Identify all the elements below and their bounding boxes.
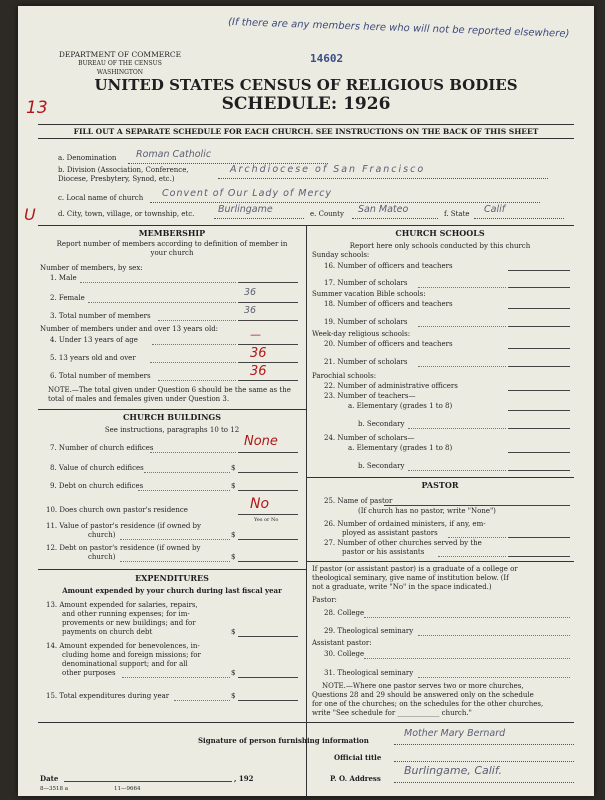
q17-label: 17. Number of scholars bbox=[324, 279, 408, 287]
q3-label: 3. Total number of members bbox=[50, 312, 151, 320]
vacation-schools-label: Summer vacation Bible schools: bbox=[312, 290, 426, 298]
church-schools-heading: CHURCH SCHOOLS bbox=[395, 228, 485, 238]
handwritten-top-note: (If there are any members here who will not be reported elsewhere) bbox=[227, 16, 570, 40]
q8-field[interactable] bbox=[238, 464, 298, 473]
pastor-note-line-2: Questions 28 and 29 should be answered only on the schedule bbox=[312, 691, 534, 699]
q1-label: 1. Male bbox=[50, 274, 77, 282]
q22-field[interactable] bbox=[508, 382, 570, 391]
dot-leader bbox=[150, 354, 236, 363]
city-name: WASHINGTON bbox=[96, 69, 144, 76]
dot-leader bbox=[150, 444, 236, 453]
grad-note-line-3: not a graduate, write "No" in the space indicated.) bbox=[312, 583, 492, 591]
dot-leader bbox=[158, 312, 236, 321]
dot-leader bbox=[418, 318, 506, 327]
serial-number: 14602 bbox=[310, 52, 344, 65]
signature-label: Signature of person furnishing information bbox=[198, 736, 369, 745]
q26-label-cont: ployed as assistant pastors bbox=[342, 529, 438, 537]
city-value: Burlingame bbox=[218, 204, 273, 215]
divider bbox=[38, 722, 574, 723]
date-label: Date bbox=[40, 774, 59, 783]
q24a-field[interactable] bbox=[508, 444, 570, 453]
state-value: Calif bbox=[484, 204, 506, 215]
q6-value: 36 bbox=[250, 364, 267, 379]
q12-label: 12. Debt on pastor's residence (if owned by bbox=[46, 544, 201, 552]
q1-field[interactable] bbox=[238, 274, 298, 283]
bureau-name: BUREAU OF THE CENSUS bbox=[78, 60, 162, 67]
q8-dollar: $ bbox=[231, 464, 236, 472]
q11-field[interactable] bbox=[238, 531, 298, 540]
q7-value: None bbox=[244, 434, 278, 449]
q22-label: 22. Number of administrative officers bbox=[324, 382, 458, 390]
q20-field[interactable] bbox=[508, 340, 570, 349]
local-name-value: Convent of Our Lady of Mercy bbox=[162, 188, 333, 199]
dot-leader bbox=[144, 464, 230, 473]
membership-subheading: Report number of members according to definition of member in your church bbox=[56, 240, 288, 257]
membership-note: NOTE.—The total given under Question 6 should be the same as the total of males and females given under Question 3. bbox=[48, 386, 291, 403]
q5-label: 5. 13 years old and over bbox=[50, 354, 136, 362]
q31-field[interactable] bbox=[418, 669, 570, 678]
sunday-schools-label: Sunday schools: bbox=[312, 251, 370, 259]
dot-leader bbox=[438, 548, 506, 557]
q16-label: 16. Number of officers and teachers bbox=[324, 262, 453, 270]
q18-label: 18. Number of officers and teachers bbox=[324, 300, 453, 308]
po-address-value: Burlingame, Calif. bbox=[404, 764, 503, 777]
fill-out-instruction: FILL OUT A SEPARATE SCHEDULE FOR EACH CHURCH. SEE INSTRUCTIONS ON THE BACK OF THIS SHEET bbox=[73, 127, 539, 136]
q30-field[interactable] bbox=[364, 650, 570, 659]
q23b-field[interactable] bbox=[508, 420, 570, 429]
schedule-title: SCHEDULE: 1926 bbox=[221, 94, 391, 114]
q21-label: 21. Number of scholars bbox=[324, 358, 408, 366]
dot-leader bbox=[418, 279, 506, 288]
q28-field[interactable] bbox=[364, 609, 570, 618]
q31-label: 31. Theological seminary bbox=[324, 669, 414, 677]
church-buildings-subheading: See instructions, paragraphs 10 to 12 bbox=[104, 426, 240, 434]
dot-leader bbox=[174, 692, 230, 701]
q23a-label: a. Elementary (grades 1 to 8) bbox=[348, 402, 453, 410]
dot-leader bbox=[418, 358, 506, 367]
q2-label: 2. Female bbox=[50, 294, 85, 302]
county-value: San Mateo bbox=[358, 204, 409, 215]
dot-leader bbox=[158, 372, 236, 381]
q6-label: 6. Total number of members bbox=[50, 372, 151, 380]
city-label: d. City, town, village, or township, etc. bbox=[58, 210, 195, 218]
red-mark-13: 13 bbox=[26, 98, 48, 118]
q13-line-2: and other running expenses; for im- bbox=[62, 610, 190, 618]
q11-label-cont: church) bbox=[88, 531, 116, 539]
expenditures-subheading: Amount expended by your church during last fiscal year bbox=[62, 586, 282, 595]
q13-dollar: $ bbox=[231, 628, 236, 636]
local-name-label: c. Local name of church bbox=[58, 194, 144, 202]
q27-label-cont: pastor or his assistants bbox=[342, 548, 425, 556]
q3-value: 36 bbox=[244, 305, 257, 316]
q10-label: 10. Does church own pastor's residence bbox=[46, 506, 188, 514]
q14-line-4: other purposes bbox=[62, 669, 116, 677]
q25-field[interactable] bbox=[384, 497, 570, 506]
division-value: Archdiocese of San Francisco bbox=[230, 164, 426, 175]
under-over-label: Number of members under and over 13 years old: bbox=[40, 325, 219, 333]
q29-label: 29. Theological seminary bbox=[324, 627, 414, 635]
denomination-value: Roman Catholic bbox=[136, 149, 212, 160]
official-title-label: Official title bbox=[334, 753, 382, 762]
form-title: UNITED STATES CENSUS OF RELIGIOUS BODIES bbox=[94, 76, 518, 94]
by-sex-label: Number of members, by sex: bbox=[40, 264, 143, 272]
q5-value: 36 bbox=[250, 346, 267, 361]
q28-label: 28. College bbox=[324, 609, 365, 617]
q25-label: 25. Name of pastor bbox=[324, 497, 393, 505]
q26-label: 26. Number of ordained ministers, if any, em- bbox=[324, 520, 486, 528]
dot-leader bbox=[120, 553, 230, 562]
form-number: 8—3518 a bbox=[40, 786, 69, 792]
official-title-field[interactable] bbox=[394, 751, 574, 762]
q23-label: 23. Number of teachers— bbox=[324, 392, 416, 400]
q15-dollar: $ bbox=[231, 692, 236, 700]
print-number: 11—9664 bbox=[114, 786, 141, 792]
q15-field[interactable] bbox=[238, 692, 298, 701]
q12-dollar: $ bbox=[231, 553, 236, 561]
q11-label: 11. Value of pastor's residence (if owned by bbox=[46, 522, 201, 530]
q5-field[interactable] bbox=[238, 354, 298, 363]
church-buildings-heading: CHURCH BUILDINGS bbox=[123, 412, 221, 422]
q18-field[interactable] bbox=[508, 300, 570, 309]
q23a-field[interactable] bbox=[508, 402, 570, 411]
denomination-label: a. Denomination bbox=[58, 154, 117, 162]
divider bbox=[38, 409, 306, 410]
q14-field[interactable] bbox=[238, 669, 298, 678]
q24b-field[interactable] bbox=[508, 462, 570, 471]
state-label: f. State bbox=[444, 210, 470, 218]
q29-field[interactable] bbox=[418, 627, 570, 636]
q19-label: 19. Number of scholars bbox=[324, 318, 408, 326]
q9-field[interactable] bbox=[238, 482, 298, 491]
dot-leader bbox=[122, 669, 230, 678]
q27-label: 27. Number of other churches served by the bbox=[324, 539, 482, 547]
census-schedule-sheet bbox=[18, 6, 594, 796]
q4-value: — bbox=[250, 328, 261, 341]
column-divider bbox=[306, 226, 307, 796]
q30-label: 30. College bbox=[324, 650, 365, 658]
dot-leader bbox=[80, 274, 236, 283]
divider bbox=[38, 124, 574, 125]
dot-leader bbox=[408, 462, 506, 471]
red-mark-u: U bbox=[24, 205, 36, 224]
q14-line-1: 14. Amount expended for benevolences, in- bbox=[46, 642, 200, 650]
dot-leader bbox=[88, 294, 236, 303]
department-block bbox=[40, 50, 200, 77]
q24-label: 24. Number of scholars— bbox=[324, 434, 415, 442]
q2-value: 36 bbox=[244, 287, 257, 298]
q23b-label: b. Secondary bbox=[358, 420, 405, 428]
assistant-pastor-label: Assistant pastor: bbox=[312, 639, 372, 647]
q10-value: No bbox=[250, 496, 270, 512]
q13-line-3: provements or new buildings; and for bbox=[62, 619, 196, 627]
q11-dollar: $ bbox=[231, 531, 236, 539]
pastor-note-line-1: NOTE.—Where one pastor serves two or more churches, bbox=[322, 682, 524, 690]
q9-dollar: $ bbox=[231, 482, 236, 490]
q9-label: 9. Debt on church edifices bbox=[50, 482, 144, 490]
divider bbox=[38, 138, 574, 139]
dot-leader bbox=[408, 420, 506, 429]
q13-field[interactable] bbox=[238, 628, 298, 637]
q4-label: 4. Under 13 years of age bbox=[50, 336, 138, 344]
q26-field[interactable] bbox=[508, 529, 570, 538]
division-label: b. Division (Association, Conference, Diocese, Presbytery, Synod, etc.) bbox=[58, 166, 189, 183]
pastor-heading: PASTOR bbox=[421, 480, 459, 490]
q7-label: 7. Number of church edifices bbox=[50, 444, 154, 452]
dot-leader bbox=[138, 482, 230, 491]
department-name: DEPARTMENT OF COMMERCE bbox=[58, 50, 182, 59]
q20-label: 20. Number of officers and teachers bbox=[324, 340, 453, 348]
dot-leader bbox=[120, 531, 230, 540]
q13-line-1: 13. Amount expended for salaries, repairs, bbox=[46, 601, 198, 609]
dot-leader bbox=[448, 529, 506, 538]
q12-label-cont: church) bbox=[88, 553, 116, 561]
county-label: e. County bbox=[310, 210, 344, 218]
q24b-label: b. Secondary bbox=[358, 462, 405, 470]
signature-value: Mother Mary Bernard bbox=[404, 728, 506, 739]
divider bbox=[38, 569, 306, 570]
divider bbox=[306, 477, 574, 478]
q16-field[interactable] bbox=[508, 262, 570, 271]
q24a-label: a. Elementary (grades 1 to 8) bbox=[348, 444, 453, 452]
q15-label: 15. Total expenditures during year bbox=[46, 692, 170, 700]
membership-heading: MEMBERSHIP bbox=[138, 228, 206, 238]
weekday-schools-label: Week-day religious schools: bbox=[312, 330, 411, 338]
q19-field[interactable] bbox=[508, 318, 570, 327]
church-schools-subheading: Report here only schools conducted by this church bbox=[349, 242, 531, 250]
yes-no-caption: Yes or No bbox=[254, 517, 279, 523]
q14-line-3: denominational support; and for all bbox=[62, 660, 188, 668]
po-address-label: P. O. Address bbox=[330, 774, 381, 783]
q12-field[interactable] bbox=[238, 553, 298, 562]
grad-note-line-1: If pastor (or assistant pastor) is a graduate of a college or bbox=[312, 565, 518, 573]
q17-field[interactable] bbox=[508, 279, 570, 288]
q27-field[interactable] bbox=[508, 548, 570, 557]
q25-note: (If church has no pastor, write "None") bbox=[358, 507, 496, 515]
expenditures-heading: EXPENDITURES bbox=[135, 573, 209, 583]
q8-label: 8. Value of church edifices bbox=[50, 464, 144, 472]
q14-line-2: cluding home and foreign missions; for bbox=[62, 651, 201, 659]
year-label: , 192 bbox=[234, 774, 254, 783]
pastor-note-line-4: write "See schedule for ____________ church." bbox=[312, 709, 472, 717]
q13-line-4: payments on church debt bbox=[62, 628, 153, 636]
pastor-note-line-3: for one of the churches; on the schedules for the other churches, bbox=[312, 700, 544, 708]
q4-field[interactable] bbox=[238, 336, 298, 345]
pastor-label: Pastor: bbox=[312, 596, 337, 604]
dot-leader bbox=[152, 336, 236, 345]
date-field[interactable] bbox=[64, 773, 232, 782]
grad-note-line-2: theological seminary, give name of institution below. (If bbox=[312, 574, 509, 582]
q6-field[interactable] bbox=[238, 372, 298, 381]
parochial-schools-label: Parochial schools: bbox=[312, 372, 377, 380]
q14-dollar: $ bbox=[231, 669, 236, 677]
divider bbox=[306, 561, 574, 562]
q21-field[interactable] bbox=[508, 358, 570, 367]
